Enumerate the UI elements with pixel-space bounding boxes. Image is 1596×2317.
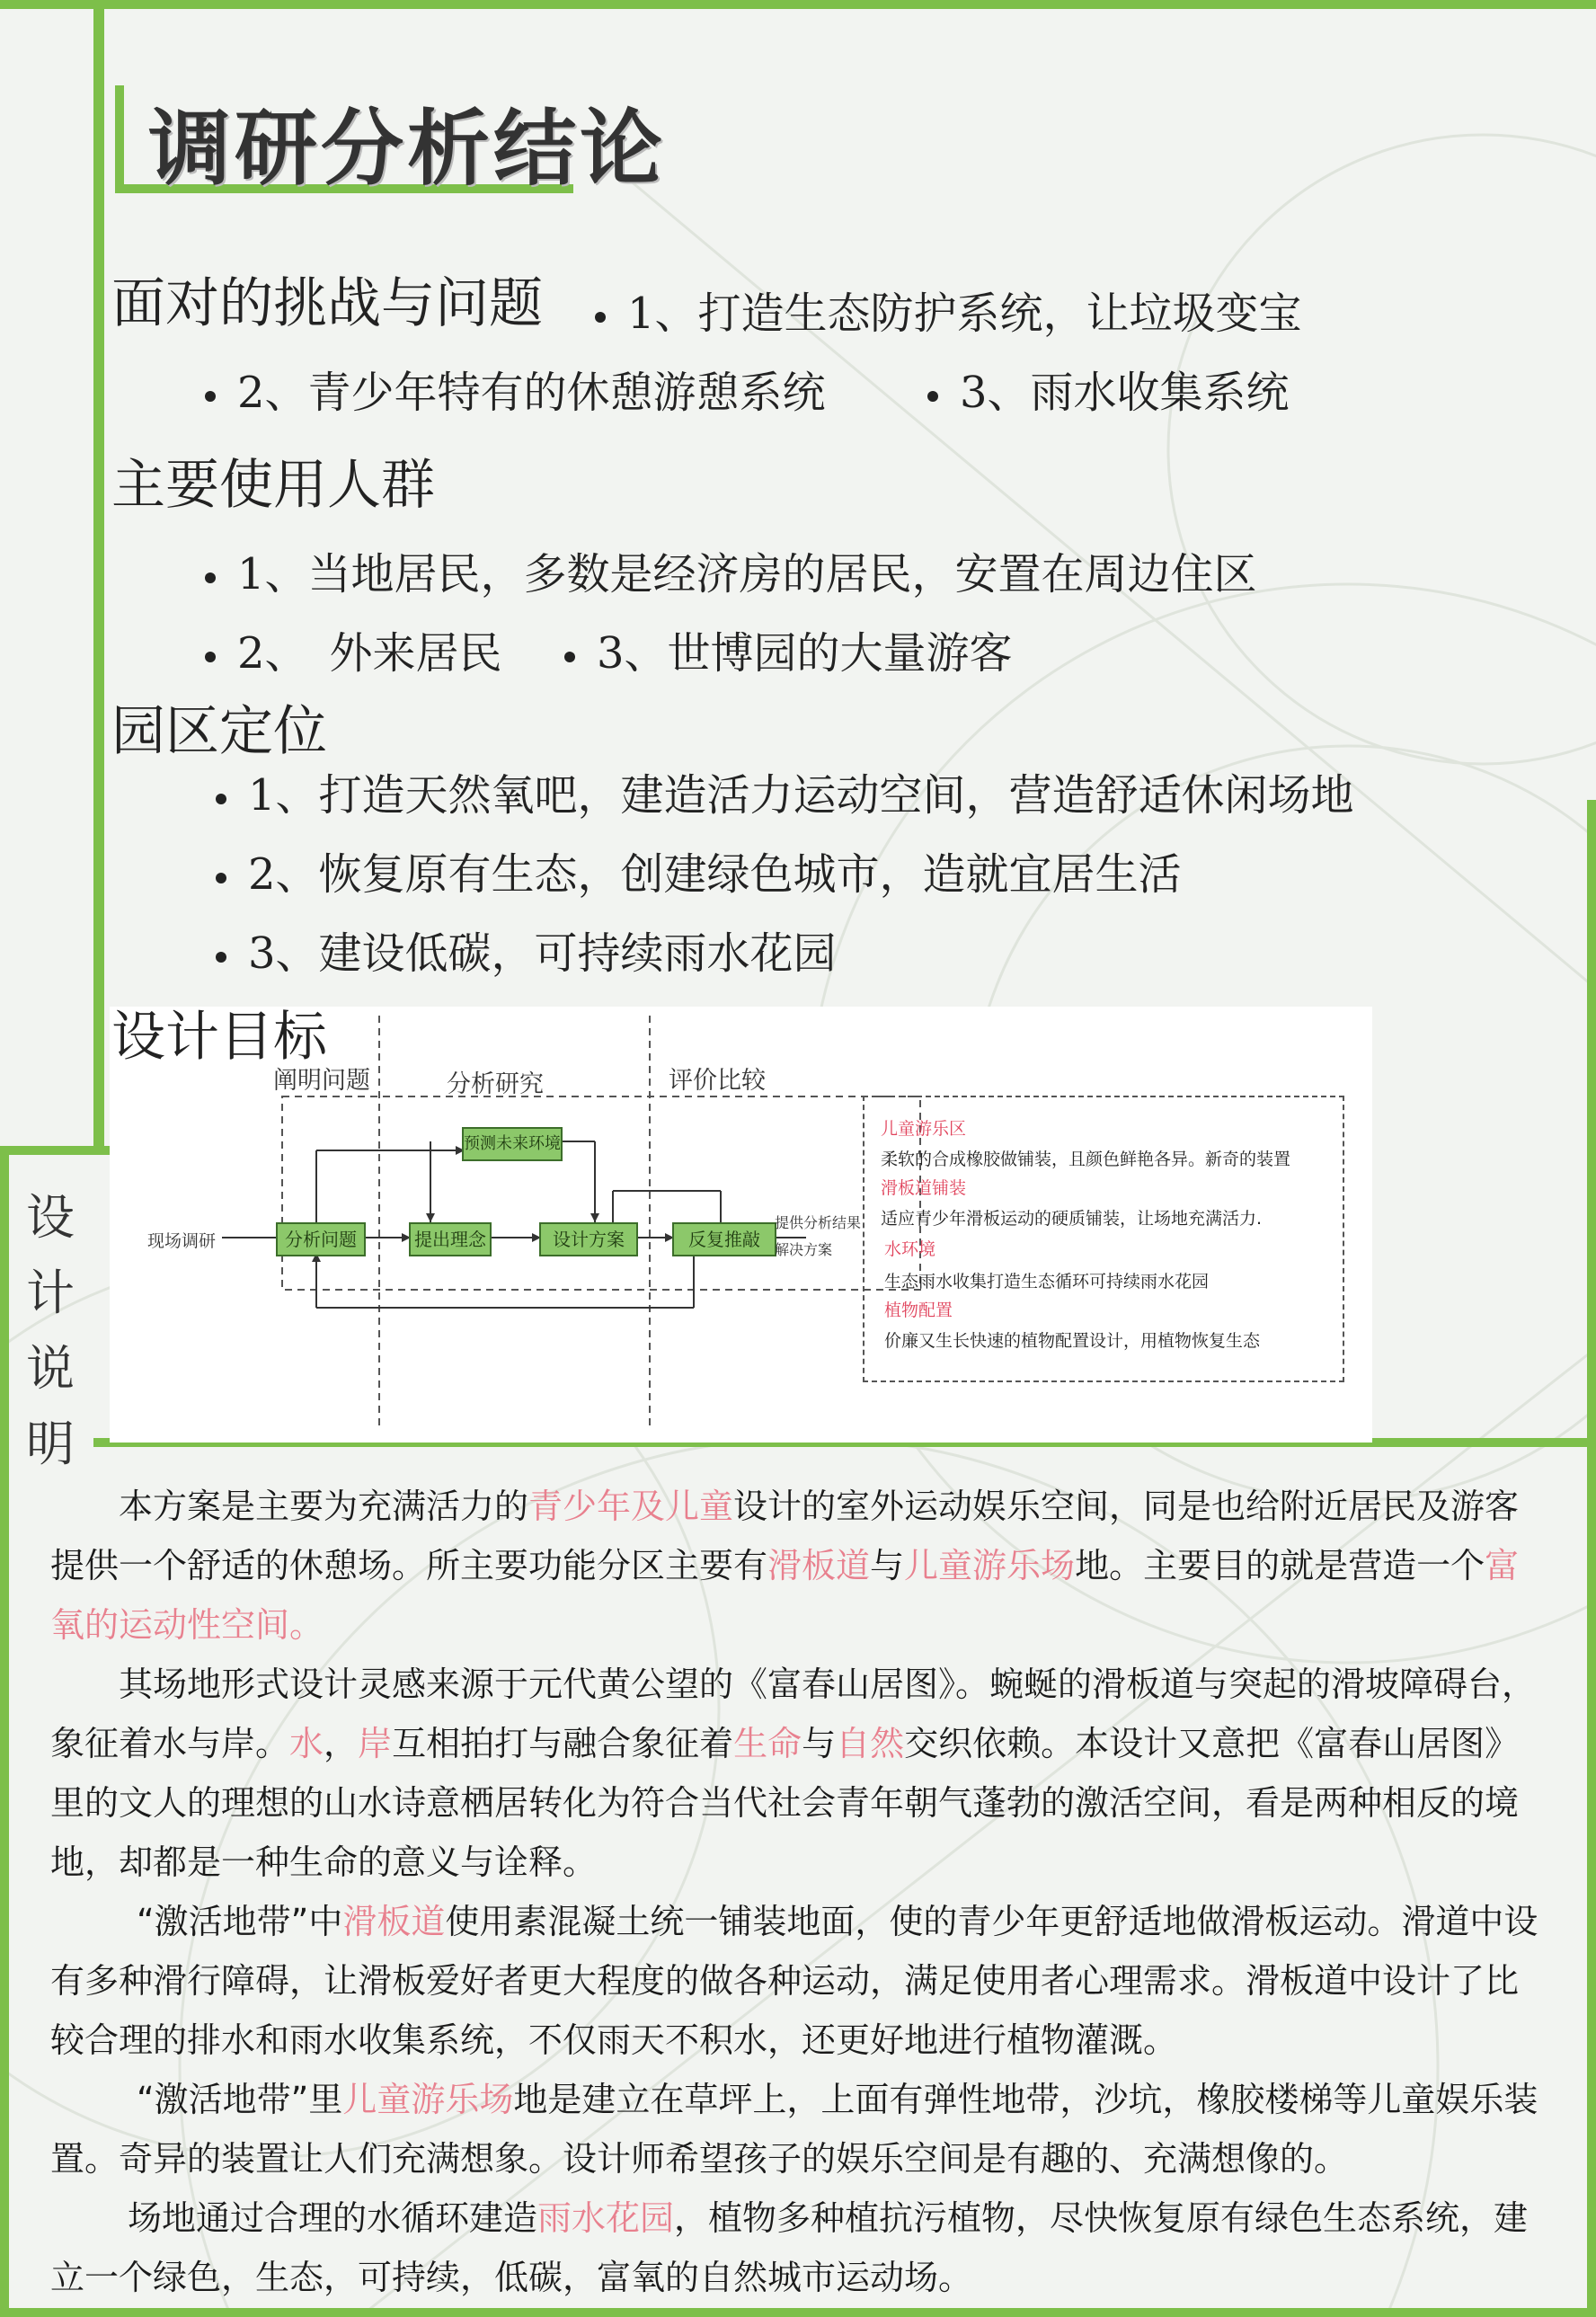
start-label: 现场调研 <box>147 1231 217 1251</box>
legend-box <box>863 1096 1344 1382</box>
legend-title-kids-area: 儿童游乐区 <box>881 1119 967 1139</box>
positioning-item-3: 3、建设低碳，可持续雨水花园 <box>216 919 837 981</box>
section-divider-left <box>0 1146 9 2317</box>
legend-text-skate-paving: 适应青少年滑板运动的硬质铺装，让场地充满活力. <box>881 1209 1263 1229</box>
box-predict-environment: 预测未来环境 <box>462 1127 563 1161</box>
title-left-bar <box>115 85 124 193</box>
box-design-plan: 设计方案 <box>539 1222 638 1256</box>
output-label-2: 解决方案 <box>775 1241 833 1258</box>
goals-heading: 设计目标 <box>111 1006 327 1069</box>
positioning-item-2: 2、恢复原有生态，创建绿色城市，造就宜居生活 <box>216 839 1182 901</box>
top-border <box>0 0 1596 9</box>
positioning-item-1: 1、打造天然氧吧，建造活力运动空间，营造舒适休闲场地 <box>216 760 1354 822</box>
phase-label-clarify: 阐明问题 <box>273 1067 370 1095</box>
bottom-border <box>0 2308 1596 2317</box>
challenge-item-1: 1、打造生态防护系统，让垃圾变宝 <box>595 279 1302 341</box>
box-refine: 反复推敲 <box>672 1222 776 1256</box>
phase-label-analysis: 分析研究 <box>447 1070 544 1098</box>
paragraph-3: “激活地带”中滑板道使用素混凝土统一铺装地面，使的青少年更舒适地做滑板运动。滑道中设有多种滑行障碍，让滑板爱好者更大程度的做各种运动，满足使用者心理需求。滑板道中设计了比较合理的排水和雨水收集系统，不仅雨天不积水，还更好地进行植物灌溉。 <box>50 1902 1538 2060</box>
box-analyze-problem: 分析问题 <box>276 1222 366 1256</box>
paragraph-1: 本方案是主要为充满活力的青少年及儿童设计的室外运动娱乐空间，同是也给附近居民及游客提供一个舒适的休憩场。所主要功能分区主要有滑板道与儿童游乐场地。主要目的就是营造一个富氧的运动性空间。 <box>50 1487 1520 1645</box>
side-label-char-4: 明 <box>26 1416 75 1472</box>
challenge-item-3: 3、雨水收集系统 <box>927 358 1290 420</box>
side-label-char-1: 设 <box>26 1189 75 1246</box>
legend-text-water: 生态雨水收集打造生态循环可持续雨水花园 <box>884 1272 1210 1292</box>
legend-text-kids-area: 柔软的合成橡胶做铺装，且颜色鲜艳各异。新奇的装置 <box>881 1150 1291 1169</box>
box-propose-concept: 提出理念 <box>409 1222 492 1256</box>
legend-title-water: 水环境 <box>884 1239 936 1259</box>
page-title: 调研分析结论 <box>148 101 667 197</box>
right-vertical-bar <box>1587 800 1596 2317</box>
challenges-heading: 面对的挑战与问题 <box>111 272 543 335</box>
side-label-char-2: 计 <box>26 1265 75 1321</box>
output-label-1: 提供分析结果 <box>775 1214 862 1231</box>
legend-title-skate-paving: 滑板道铺装 <box>881 1178 967 1198</box>
design-process-diagram <box>110 1007 1372 1443</box>
legend-title-planting: 植物配置 <box>884 1301 953 1320</box>
user-item-3: 3、世博园的大量游客 <box>564 618 1013 680</box>
legend-text-planting: 价廉又生长快速的植物配置设计，用植物恢复生态 <box>884 1331 1261 1351</box>
challenge-item-2: 2、青少年特有的休憩游憩系统 <box>205 358 826 420</box>
users-heading: 主要使用人群 <box>111 454 435 517</box>
paragraph-2: 其场地形式设计灵感来源于元代黄公望的《富春山居图》。蜿蜒的滑板道与突起的滑坡障碍台，象征着水与岸。水，岸互相拍打与融合象征着生命与自然交织依赖。本设计又意把《富春山居图》里的文人的理想的山水诗意栖居转化为符合当代社会青年朝气蓬勃的激活空间，看是两种相反的境地，却都是一种生命的意义与诠释。 <box>50 1665 1537 1882</box>
side-label-char-3: 说 <box>26 1340 75 1397</box>
paragraph-4: “激活地带”里儿童游乐场地是建立在草坪上，上面有弹性地带，沙坑，橡胶楼梯等儿童娱乐装置。奇异的装置让人们充满想象。设计师希望孩子的娱乐空间是有趣的、充满想像的。 <box>50 2080 1538 2179</box>
user-item-1: 1、当地居民，多数是经济房的居民，安置在周边住区 <box>205 539 1257 601</box>
positioning-heading: 园区定位 <box>111 700 327 763</box>
phase-label-evaluate: 评价比较 <box>669 1067 766 1095</box>
left-vertical-bar <box>93 9 104 1150</box>
user-item-2: 2、 外来居民 <box>205 618 502 680</box>
paragraph-5: 场地通过合理的水循环建造雨水花园，植物多种植抗污植物，尽快恢复原有绿色生态系统，建立一个绿色，生态，可持续，低碳，富氧的自然城市运动场。 <box>50 2198 1529 2297</box>
section-divider-horizontal <box>0 1146 110 1155</box>
